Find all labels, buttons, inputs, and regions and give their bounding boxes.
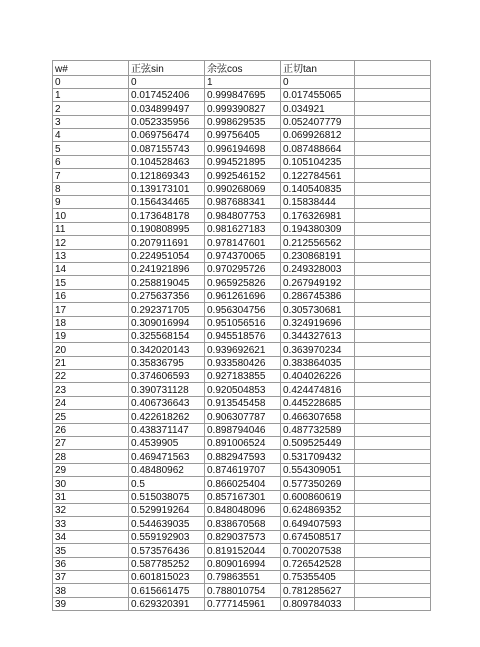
header-cell-empty — [355, 61, 431, 76]
table-row — [53, 530, 431, 543]
cell-sin: 0.529919264 — [129, 504, 205, 517]
table-row — [53, 517, 431, 530]
cell-cos: 0.874619707 — [205, 463, 281, 476]
cell-sin: 0.342020143 — [129, 343, 205, 356]
cell-degree: 8 — [53, 182, 129, 195]
table-row — [53, 316, 431, 329]
cell-degree: 25 — [53, 410, 129, 423]
cell-sin: 0.629320391 — [129, 597, 205, 610]
cell-degree: 39 — [53, 597, 129, 610]
cell-sin: 0.121869343 — [129, 169, 205, 182]
cell-empty — [355, 437, 431, 450]
cell-empty — [355, 209, 431, 222]
cell-empty — [355, 463, 431, 476]
cell-empty — [355, 477, 431, 490]
cell-cos: 0.994521895 — [205, 155, 281, 168]
cell-tan: 0.15838444 — [281, 196, 355, 209]
cell-empty — [355, 517, 431, 530]
cell-tan: 0.176326981 — [281, 209, 355, 222]
table-row — [53, 463, 431, 476]
cell-cos: 0.79863551 — [205, 570, 281, 583]
cell-cos: 0.996194698 — [205, 142, 281, 155]
cell-tan: 0.674508517 — [281, 530, 355, 543]
cell-sin: 0.104528463 — [129, 155, 205, 168]
table-row — [53, 477, 431, 490]
cell-empty — [355, 450, 431, 463]
cell-tan: 0.700207538 — [281, 544, 355, 557]
cell-degree: 2 — [53, 102, 129, 115]
cell-sin: 0.325568154 — [129, 329, 205, 342]
cell-cos: 0.945518576 — [205, 329, 281, 342]
cell-cos: 0.981627183 — [205, 222, 281, 235]
table-row — [53, 597, 431, 610]
cell-empty — [355, 142, 431, 155]
cell-degree: 17 — [53, 303, 129, 316]
cell-cos: 0.927183855 — [205, 370, 281, 383]
cell-sin: 0.224951054 — [129, 249, 205, 262]
cell-sin: 0.258819045 — [129, 276, 205, 289]
cell-sin: 0.515038075 — [129, 490, 205, 503]
cell-sin: 0.422618262 — [129, 410, 205, 423]
cell-sin: 0.48480962 — [129, 463, 205, 476]
spreadsheet — [52, 60, 430, 611]
cell-empty — [355, 102, 431, 115]
header-cell-degree: w# — [53, 61, 129, 76]
cell-cos: 0.933580426 — [205, 356, 281, 369]
cell-degree: 38 — [53, 584, 129, 597]
cell-degree: 3 — [53, 115, 129, 128]
cell-degree: 28 — [53, 450, 129, 463]
cell-empty — [355, 249, 431, 262]
table-row — [53, 196, 431, 209]
cell-tan: 0.194380309 — [281, 222, 355, 235]
cell-degree: 9 — [53, 196, 129, 209]
cell-tan: 0.017455065 — [281, 88, 355, 101]
cell-sin: 0.438371147 — [129, 423, 205, 436]
cell-tan: 0.363970234 — [281, 343, 355, 356]
table-row — [53, 276, 431, 289]
cell-tan: 0.809784033 — [281, 597, 355, 610]
cell-cos: 0.99756405 — [205, 129, 281, 142]
cell-empty — [355, 504, 431, 517]
cell-sin: 0.544639035 — [129, 517, 205, 530]
table-body — [53, 61, 431, 611]
cell-cos: 0.951056516 — [205, 316, 281, 329]
table-row — [53, 155, 431, 168]
cell-empty — [355, 370, 431, 383]
table-row — [53, 209, 431, 222]
table-row — [53, 490, 431, 503]
cell-cos: 0.984807753 — [205, 209, 281, 222]
cell-empty — [355, 276, 431, 289]
cell-cos: 0.857167301 — [205, 490, 281, 503]
table-row — [53, 169, 431, 182]
cell-tan: 0.305730681 — [281, 303, 355, 316]
cell-sin: 0.587785252 — [129, 557, 205, 570]
cell-sin: 0.390731128 — [129, 383, 205, 396]
cell-sin: 0.35836795 — [129, 356, 205, 369]
cell-tan: 0.726542528 — [281, 557, 355, 570]
header-cell-tan: 正切tan — [281, 61, 355, 76]
cell-cos: 0.974370065 — [205, 249, 281, 262]
cell-empty — [355, 597, 431, 610]
header-row — [53, 61, 431, 76]
cell-empty — [355, 303, 431, 316]
cell-cos: 0.882947593 — [205, 450, 281, 463]
cell-tan: 0.577350269 — [281, 477, 355, 490]
cell-empty — [355, 530, 431, 543]
cell-degree: 0 — [53, 75, 129, 88]
table-row — [53, 88, 431, 101]
cell-empty — [355, 289, 431, 302]
cell-empty — [355, 557, 431, 570]
cell-tan: 0.466307658 — [281, 410, 355, 423]
cell-empty — [355, 570, 431, 583]
cell-tan: 0.404026226 — [281, 370, 355, 383]
trig-table — [52, 60, 431, 611]
table-row — [53, 222, 431, 235]
cell-empty — [355, 544, 431, 557]
cell-sin: 0.139173101 — [129, 182, 205, 195]
cell-sin: 0.559192903 — [129, 530, 205, 543]
cell-degree: 30 — [53, 477, 129, 490]
cell-cos: 0.898794046 — [205, 423, 281, 436]
cell-degree: 33 — [53, 517, 129, 530]
cell-degree: 27 — [53, 437, 129, 450]
cell-empty — [355, 222, 431, 235]
cell-degree: 22 — [53, 370, 129, 383]
cell-cos: 0.848048096 — [205, 504, 281, 517]
cell-cos: 0.788010754 — [205, 584, 281, 597]
cell-sin: 0.069756474 — [129, 129, 205, 142]
cell-sin: 0.034899497 — [129, 102, 205, 115]
table-row — [53, 115, 431, 128]
cell-degree: 15 — [53, 276, 129, 289]
cell-degree: 4 — [53, 129, 129, 142]
cell-cos: 0.939692621 — [205, 343, 281, 356]
cell-sin: 0.292371705 — [129, 303, 205, 316]
cell-tan: 0 — [281, 75, 355, 88]
cell-empty — [355, 584, 431, 597]
cell-sin: 0.615661475 — [129, 584, 205, 597]
cell-sin: 0.017452406 — [129, 88, 205, 101]
cell-sin: 0.374606593 — [129, 370, 205, 383]
cell-tan: 0.75355405 — [281, 570, 355, 583]
cell-empty — [355, 329, 431, 342]
header-cell-sin: 正弦sin — [129, 61, 205, 76]
cell-degree: 21 — [53, 356, 129, 369]
cell-cos: 0.970295726 — [205, 262, 281, 275]
table-row — [53, 504, 431, 517]
table-row — [53, 236, 431, 249]
cell-degree: 37 — [53, 570, 129, 583]
cell-cos: 0.906307787 — [205, 410, 281, 423]
table-row — [53, 329, 431, 342]
cell-tan: 0.509525449 — [281, 437, 355, 450]
table-row — [53, 584, 431, 597]
cell-tan: 0.445228685 — [281, 396, 355, 409]
cell-degree: 10 — [53, 209, 129, 222]
cell-cos: 0.838670568 — [205, 517, 281, 530]
cell-degree: 18 — [53, 316, 129, 329]
cell-sin: 0.173648178 — [129, 209, 205, 222]
cell-sin: 0.207911691 — [129, 236, 205, 249]
table-row — [53, 343, 431, 356]
cell-sin: 0.275637356 — [129, 289, 205, 302]
cell-sin: 0.052335956 — [129, 115, 205, 128]
table-row — [53, 396, 431, 409]
cell-degree: 29 — [53, 463, 129, 476]
cell-tan: 0.212556562 — [281, 236, 355, 249]
table-row — [53, 102, 431, 115]
cell-degree: 23 — [53, 383, 129, 396]
cell-empty — [355, 396, 431, 409]
cell-empty — [355, 169, 431, 182]
cell-sin: 0.5 — [129, 477, 205, 490]
cell-empty — [355, 383, 431, 396]
cell-cos: 0.913545458 — [205, 396, 281, 409]
cell-cos: 0.965925826 — [205, 276, 281, 289]
cell-degree: 16 — [53, 289, 129, 302]
cell-empty — [355, 262, 431, 275]
cell-tan: 0.069926812 — [281, 129, 355, 142]
cell-empty — [355, 115, 431, 128]
cell-cos: 0.809016994 — [205, 557, 281, 570]
cell-tan: 0.286745386 — [281, 289, 355, 302]
cell-empty — [355, 75, 431, 88]
cell-degree: 7 — [53, 169, 129, 182]
table-row — [53, 423, 431, 436]
cell-tan: 0.554309051 — [281, 463, 355, 476]
table-row — [53, 356, 431, 369]
cell-cos: 1 — [205, 75, 281, 88]
cell-tan: 0.052407779 — [281, 115, 355, 128]
cell-tan: 0.249328003 — [281, 262, 355, 275]
cell-tan: 0.267949192 — [281, 276, 355, 289]
cell-empty — [355, 343, 431, 356]
cell-cos: 0.891006524 — [205, 437, 281, 450]
cell-empty — [355, 490, 431, 503]
cell-degree: 26 — [53, 423, 129, 436]
cell-cos: 0.999390827 — [205, 102, 281, 115]
cell-sin: 0.241921896 — [129, 262, 205, 275]
cell-cos: 0.777145961 — [205, 597, 281, 610]
cell-empty — [355, 410, 431, 423]
header-cell-cos: 余弦cos — [205, 61, 281, 76]
cell-cos: 0.990268069 — [205, 182, 281, 195]
cell-degree: 11 — [53, 222, 129, 235]
cell-empty — [355, 88, 431, 101]
table-row — [53, 142, 431, 155]
table-row — [53, 182, 431, 195]
cell-tan: 0.344327613 — [281, 329, 355, 342]
cell-sin: 0.601815023 — [129, 570, 205, 583]
table-row — [53, 129, 431, 142]
cell-empty — [355, 356, 431, 369]
cell-tan: 0.230868191 — [281, 249, 355, 262]
cell-degree: 19 — [53, 329, 129, 342]
cell-tan: 0.531709432 — [281, 450, 355, 463]
cell-cos: 0.999847695 — [205, 88, 281, 101]
cell-degree: 31 — [53, 490, 129, 503]
cell-empty — [355, 196, 431, 209]
cell-tan: 0.105104235 — [281, 155, 355, 168]
cell-degree: 24 — [53, 396, 129, 409]
cell-tan: 0.600860619 — [281, 490, 355, 503]
table-row — [53, 410, 431, 423]
cell-empty — [355, 129, 431, 142]
cell-tan: 0.624869352 — [281, 504, 355, 517]
cell-cos: 0.819152044 — [205, 544, 281, 557]
cell-degree: 6 — [53, 155, 129, 168]
cell-sin: 0 — [129, 75, 205, 88]
cell-degree: 12 — [53, 236, 129, 249]
cell-sin: 0.573576436 — [129, 544, 205, 557]
table-row — [53, 262, 431, 275]
table-row — [53, 75, 431, 88]
cell-sin: 0.4539905 — [129, 437, 205, 450]
cell-degree: 36 — [53, 557, 129, 570]
cell-empty — [355, 423, 431, 436]
table-row — [53, 437, 431, 450]
cell-tan: 0.781285627 — [281, 584, 355, 597]
cell-cos: 0.978147601 — [205, 236, 281, 249]
cell-sin: 0.309016994 — [129, 316, 205, 329]
table-row — [53, 544, 431, 557]
table-row — [53, 370, 431, 383]
cell-tan: 0.383864035 — [281, 356, 355, 369]
cell-tan: 0.487732589 — [281, 423, 355, 436]
cell-cos: 0.866025404 — [205, 477, 281, 490]
cell-degree: 13 — [53, 249, 129, 262]
cell-degree: 34 — [53, 530, 129, 543]
cell-degree: 14 — [53, 262, 129, 275]
cell-cos: 0.961261696 — [205, 289, 281, 302]
table-row — [53, 570, 431, 583]
cell-tan: 0.140540835 — [281, 182, 355, 195]
cell-empty — [355, 316, 431, 329]
cell-degree: 35 — [53, 544, 129, 557]
table-row — [53, 450, 431, 463]
cell-sin: 0.087155743 — [129, 142, 205, 155]
cell-empty — [355, 182, 431, 195]
table-row — [53, 383, 431, 396]
cell-degree: 1 — [53, 88, 129, 101]
cell-tan: 0.424474816 — [281, 383, 355, 396]
cell-sin: 0.190808995 — [129, 222, 205, 235]
cell-empty — [355, 155, 431, 168]
cell-cos: 0.956304756 — [205, 303, 281, 316]
cell-sin: 0.406736643 — [129, 396, 205, 409]
table-row — [53, 557, 431, 570]
table-row — [53, 289, 431, 302]
table-row — [53, 303, 431, 316]
cell-tan: 0.034921 — [281, 102, 355, 115]
cell-tan: 0.324919696 — [281, 316, 355, 329]
cell-tan: 0.087488664 — [281, 142, 355, 155]
cell-degree: 32 — [53, 504, 129, 517]
cell-cos: 0.998629535 — [205, 115, 281, 128]
cell-empty — [355, 236, 431, 249]
cell-cos: 0.920504853 — [205, 383, 281, 396]
cell-degree: 5 — [53, 142, 129, 155]
cell-tan: 0.122784561 — [281, 169, 355, 182]
cell-degree: 20 — [53, 343, 129, 356]
cell-sin: 0.469471563 — [129, 450, 205, 463]
table-row — [53, 249, 431, 262]
cell-cos: 0.829037573 — [205, 530, 281, 543]
cell-tan: 0.649407593 — [281, 517, 355, 530]
cell-sin: 0.156434465 — [129, 196, 205, 209]
cell-cos: 0.987688341 — [205, 196, 281, 209]
cell-cos: 0.992546152 — [205, 169, 281, 182]
